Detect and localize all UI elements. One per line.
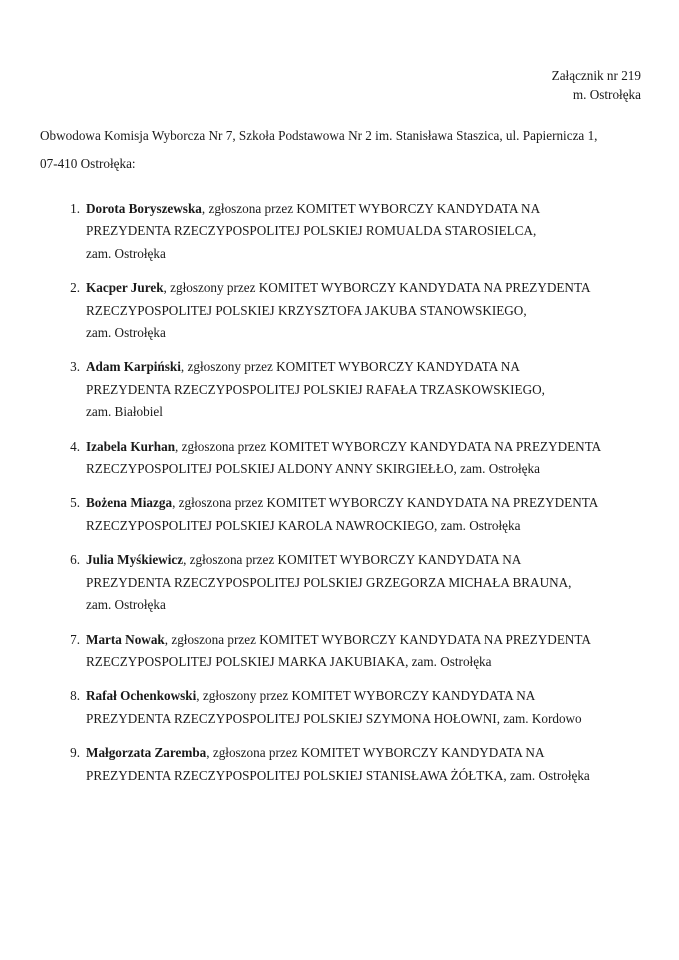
- list-item-number: 6.: [70, 552, 80, 568]
- list-item-text: [86, 198, 640, 265]
- candidate-name: Dorota Boryszewska: [86, 201, 202, 216]
- list-item-text: [86, 685, 640, 730]
- list-item-number: 8.: [70, 688, 80, 704]
- list-item-text: [86, 629, 640, 674]
- list-item-line-3: zam. Ostrołęka: [86, 245, 166, 261]
- commission-intro-line-2: 07-410 Ostrołęka:: [40, 156, 136, 171]
- candidate-name: Małgorzata Zaremba: [86, 745, 207, 761]
- list-item-text: [86, 549, 640, 616]
- list-item-number: 4.: [70, 438, 80, 454]
- list-item: [40, 277, 640, 344]
- list-item: [40, 685, 640, 730]
- list-item-number: 3.: [70, 359, 80, 375]
- candidate-committee-text: , zgłoszona przez KOMITET WYBORCZY KANDYDATA NA: [206, 745, 545, 761]
- list-item: [40, 356, 640, 423]
- list-item-number: 1.: [70, 201, 80, 216]
- list-item-line-2: RZECZYPOSPOLITEJ POLSKIEJ KAROLA NAWROCKIEGO, zam. Ostrołęka: [86, 517, 521, 533]
- list-item: [40, 549, 640, 616]
- candidate-name: Marta Nowak: [86, 631, 165, 647]
- candidate-committee-text: , zgłoszona przez KOMITET WYBORCZY KANDYDATA NA: [183, 552, 522, 568]
- candidate-committee-text: , zgłoszony przez KOMITET WYBORCZY KANDYDATA NA: [180, 359, 520, 375]
- list-item: [40, 436, 640, 481]
- candidate-committee-text: , zgłoszony przez KOMITET WYBORCZY KANDYDATA NA PREZYDENTA: [163, 280, 591, 296]
- list-item-line-2: PREZYDENTA RZECZYPOSPOLITEJ POLSKIEJ GRZEGORZA MICHAŁA BRAUNA,: [86, 574, 572, 590]
- list-item: [40, 742, 640, 787]
- list-item-line-1: [86, 742, 640, 764]
- commission-intro-line-1: Obwodowa Komisja Wyborcza Nr 7, Szkoła Podstawowa Nr 2 im. Stanisława Staszica, ul. Papiernicza 1,: [40, 128, 598, 143]
- list-item-line-2: RZECZYPOSPOLITEJ POLSKIEJ ALDONY ANNY SKIRGIEŁŁO, zam. Ostrołęka: [86, 461, 540, 477]
- list-item-line-1: [86, 685, 640, 707]
- list-item: [40, 492, 640, 537]
- list-item-number: 7.: [70, 631, 80, 647]
- list-item-text: [86, 277, 640, 344]
- list-item-line-3: zam. Ostrołęka: [86, 325, 166, 341]
- list-item: [40, 198, 640, 265]
- candidate-committee-text: , zgłoszona przez KOMITET WYBORCZY KANDYDATA NA: [201, 201, 541, 216]
- list-item-line-1: [86, 492, 640, 514]
- list-item-line-2: PREZYDENTA RZECZYPOSPOLITEJ POLSKIEJ RAFAŁA TRZASKOWSKIEGO,: [86, 381, 545, 397]
- list-item-line-2: PREZYDENTA RZECZYPOSPOLITEJ POLSKIEJ SZYMONA HOŁOWNI, zam. Kordowo: [86, 710, 582, 726]
- list-item-text: [86, 356, 640, 423]
- candidate-committee-text: , zgłoszona przez KOMITET WYBORCZY KANDYDATA NA PREZYDENTA: [172, 495, 599, 511]
- list-item-text: [86, 436, 640, 481]
- list-item-line-1: [86, 436, 640, 458]
- list-item-line-2: PREZYDENTA RZECZYPOSPOLITEJ POLSKIEJ ROMUALDA STAROSIELCA,: [86, 223, 537, 239]
- list-item-line-1: [86, 629, 640, 651]
- candidate-name: Rafał Ochenkowski: [86, 688, 197, 704]
- list-item-line-1: [86, 356, 640, 378]
- document-header: [552, 66, 641, 104]
- list-item-line-2: PREZYDENTA RZECZYPOSPOLITEJ POLSKIEJ STANISŁAWA ŻÓŁTKA, zam. Ostrołęka: [86, 767, 590, 783]
- candidate-name: Julia Myśkiewicz: [86, 552, 184, 568]
- list-item-number: 2.: [70, 280, 80, 296]
- candidate-name: Kacper Jurek: [86, 280, 164, 296]
- list-item-text: [86, 742, 640, 787]
- list-item-line-1: [86, 549, 640, 571]
- municipality-label: m. Ostrołęka: [572, 87, 641, 102]
- candidate-name: Izabela Kurhan: [86, 438, 176, 454]
- candidate-committee-text: , zgłoszona przez KOMITET WYBORCZY KANDYDATA NA PREZYDENTA: [175, 438, 602, 454]
- list-item-line-3: zam. Ostrołęka: [86, 597, 166, 613]
- list-item-line-1: [86, 277, 640, 299]
- candidate-list: [40, 198, 640, 799]
- attachment-number-label: Załącznik nr 219: [551, 68, 641, 83]
- candidate-name: Adam Karpiński: [86, 359, 181, 375]
- list-item: [40, 629, 640, 674]
- list-item-number: 5.: [70, 495, 80, 511]
- list-item-line-3: zam. Białobiel: [86, 404, 163, 420]
- list-item-number: 9.: [70, 745, 80, 761]
- candidate-committee-text: , zgłoszony przez KOMITET WYBORCZY KANDYDATA NA: [196, 688, 536, 704]
- candidate-committee-text: , zgłoszona przez KOMITET WYBORCZY KANDYDATA NA PREZYDENTA: [164, 631, 591, 647]
- candidate-name: Bożena Miazga: [86, 495, 173, 511]
- list-item-line-1: [86, 198, 640, 220]
- list-item-text: [86, 492, 640, 537]
- commission-intro-paragraph: [40, 122, 632, 178]
- list-item-line-2: RZECZYPOSPOLITEJ POLSKIEJ KRZYSZTOFA JAKUBA STANOWSKIEGO,: [86, 302, 527, 318]
- list-item-line-2: RZECZYPOSPOLITEJ POLSKIEJ MARKA JAKUBIAKA, zam. Ostrołęka: [86, 653, 492, 669]
